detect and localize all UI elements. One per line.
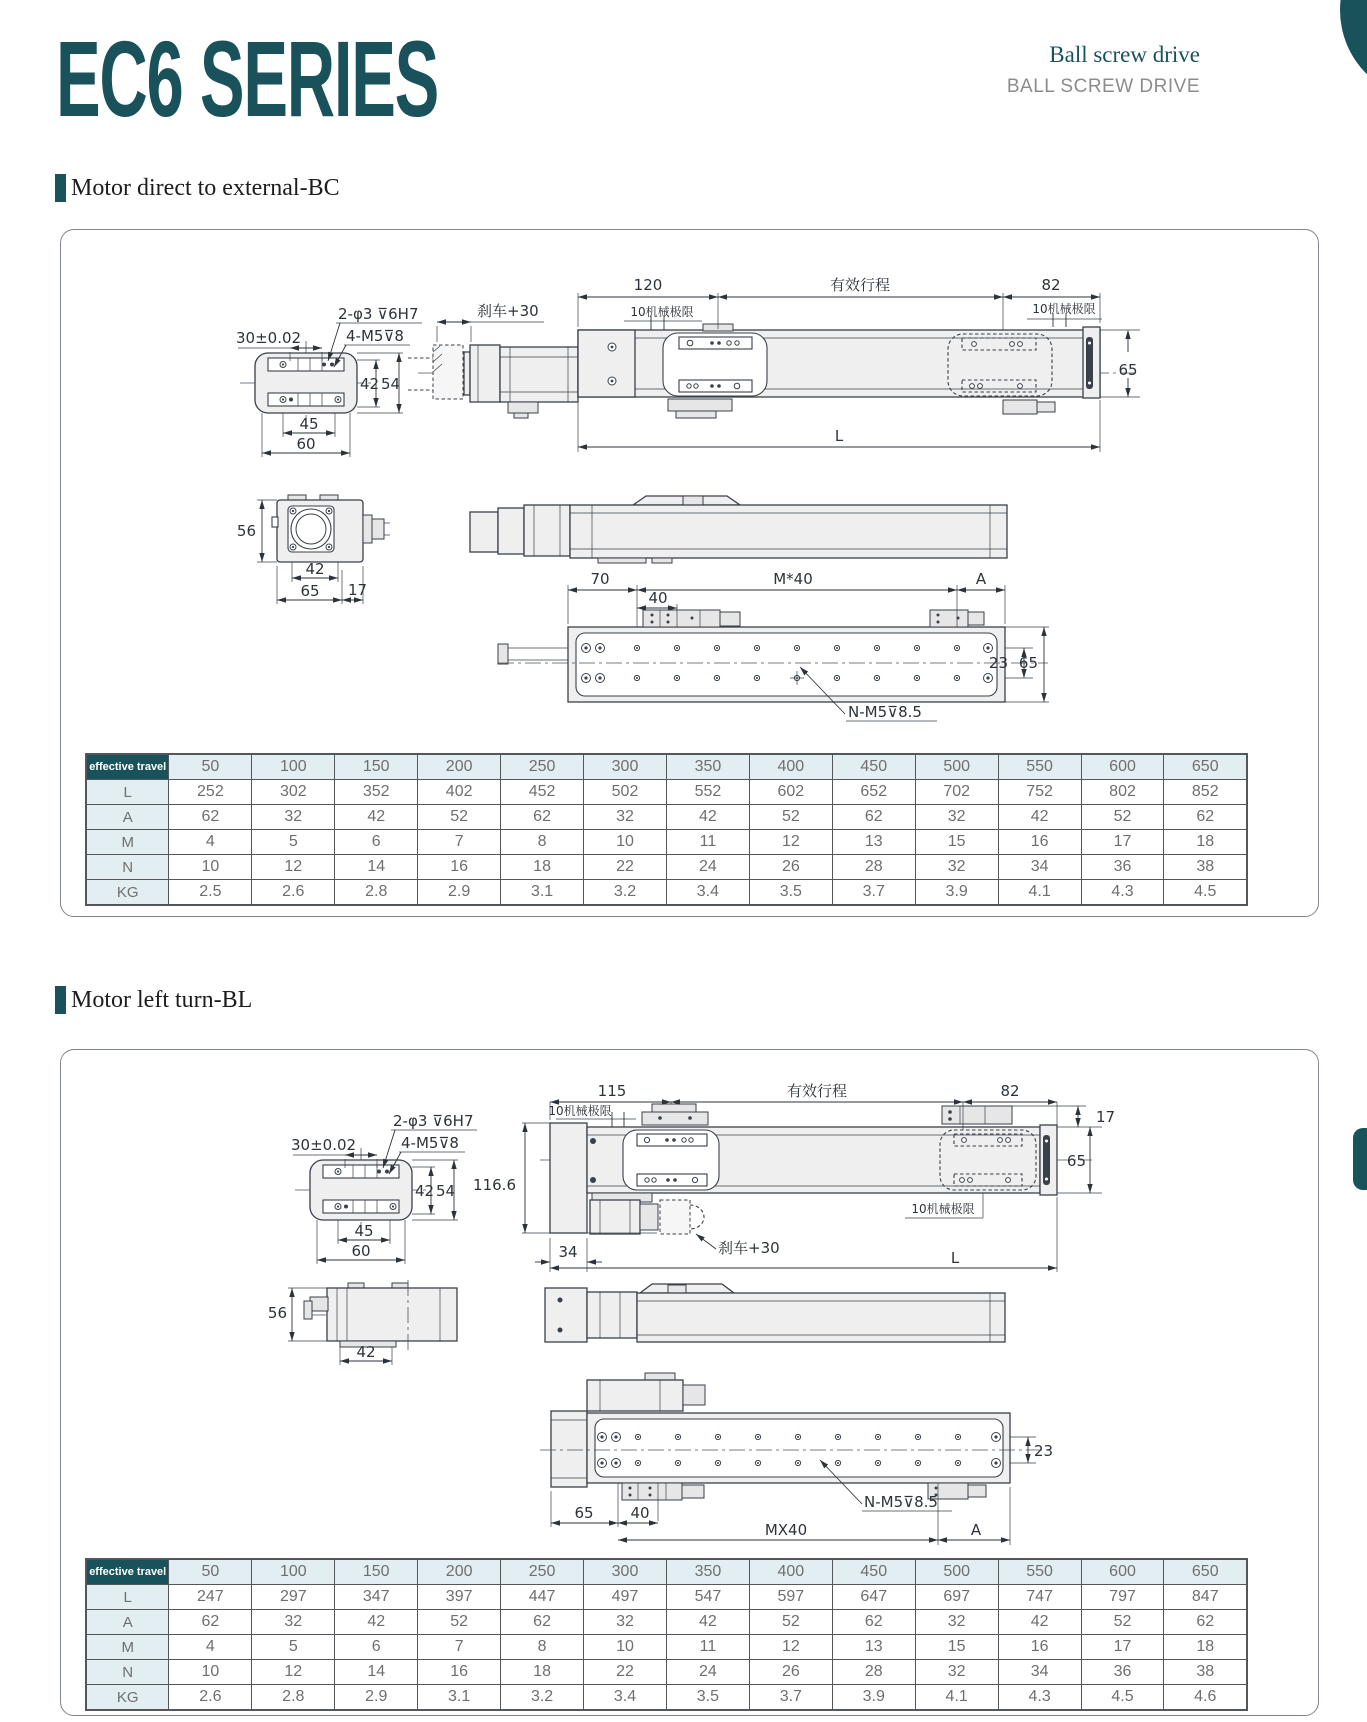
row-label: N <box>86 855 169 880</box>
table-cell: 52 <box>418 805 501 830</box>
dim-label: N-M5⊽8.5 <box>864 1493 938 1511</box>
table-cell: 62 <box>1164 805 1247 830</box>
dim-label: 65 <box>1066 1152 1086 1170</box>
table-header-row <box>86 754 1247 780</box>
table-cell: 42 <box>998 1610 1081 1635</box>
table-cell: 4.1 <box>998 880 1081 906</box>
subtitle-caps: BALL SCREW DRIVE <box>1006 76 1200 97</box>
dim-label: 65 <box>300 582 320 600</box>
table-cell: 18 <box>1164 1635 1247 1660</box>
table-cell: 13 <box>832 830 915 855</box>
table-cell: 52 <box>749 1610 832 1635</box>
table-cell: 13 <box>832 1635 915 1660</box>
table-cell: 697 <box>915 1585 998 1610</box>
section-marker <box>55 174 66 202</box>
row-label: A <box>86 1610 169 1635</box>
table-cell: 4.6 <box>1164 1685 1247 1711</box>
table-cell: 15 <box>915 830 998 855</box>
table-cell: 28 <box>832 1660 915 1685</box>
column-header: 100 <box>252 754 335 780</box>
column-header: 450 <box>832 1559 915 1585</box>
table-cell: 32 <box>252 1610 335 1635</box>
page-title: EC6 SERIES <box>56 18 439 139</box>
dim-label: 82 <box>1041 276 1061 294</box>
table-row <box>86 1660 1247 1685</box>
table-cell: 24 <box>666 1660 749 1685</box>
dim-label: 23 <box>988 654 1008 672</box>
dim-label: A <box>970 1521 982 1539</box>
table-cell: 26 <box>749 1660 832 1685</box>
table-cell: 4.3 <box>1081 880 1164 906</box>
table-cell: 2.8 <box>252 1685 335 1711</box>
table-cell: 8 <box>501 1635 584 1660</box>
bc-motor-end-view <box>237 495 390 604</box>
table-cell: 3.1 <box>501 880 584 906</box>
section-title-bl <box>55 986 252 1014</box>
table-row <box>86 1610 1247 1635</box>
table-cell: 602 <box>749 780 832 805</box>
table-cell: 34 <box>998 1660 1081 1685</box>
dim-label: 10机械极限 <box>630 305 694 319</box>
table-cell: 32 <box>915 1660 998 1685</box>
table-cell: 747 <box>998 1585 1081 1610</box>
table-cell: 652 <box>832 780 915 805</box>
table-cell: 5 <box>252 830 335 855</box>
table-cell: 347 <box>335 1585 418 1610</box>
column-header: 400 <box>749 754 832 780</box>
table-row <box>86 1635 1247 1660</box>
drawing-bc <box>60 228 1319 750</box>
dim-label: M*40 <box>773 570 813 588</box>
dim-label: L <box>834 427 844 445</box>
table-cell: 52 <box>1081 1610 1164 1635</box>
row-label: L <box>86 780 169 805</box>
table-cell: 302 <box>252 780 335 805</box>
table-cell: 852 <box>1164 780 1247 805</box>
column-header: 200 <box>418 1559 501 1585</box>
dim-label: 有效行程 <box>786 1082 848 1100</box>
table-cell: 3.4 <box>584 1685 667 1711</box>
row-label: M <box>86 1635 169 1660</box>
table-cell: 52 <box>418 1610 501 1635</box>
column-header: 200 <box>418 754 501 780</box>
section-title-text: Motor direct to external-BC <box>71 174 340 201</box>
table-cell: 797 <box>1081 1585 1164 1610</box>
column-header: 400 <box>749 1559 832 1585</box>
table-cell: 3.9 <box>832 1685 915 1711</box>
table-row <box>86 1685 1247 1711</box>
table-cell: 647 <box>832 1585 915 1610</box>
table-cell: 2.9 <box>335 1685 418 1711</box>
table-cell: 2.6 <box>252 880 335 906</box>
column-header: 150 <box>335 754 418 780</box>
table-cell: 16 <box>998 1635 1081 1660</box>
column-header: 150 <box>335 1559 418 1585</box>
bl-cross-section-view <box>291 1112 477 1264</box>
table-cell: 42 <box>666 1610 749 1635</box>
dim-label: 2-φ3 ⊽6H7 <box>393 1112 474 1130</box>
table-cell: 12 <box>749 1635 832 1660</box>
dim-label: 4-M5⊽8 <box>401 1134 459 1152</box>
table-cell: 42 <box>666 805 749 830</box>
table-cell: 3.2 <box>584 880 667 906</box>
bc-cross-section-view <box>236 305 422 457</box>
table-cell: 10 <box>169 1660 252 1685</box>
dim-label: A <box>975 570 987 588</box>
table-cell: 3.7 <box>749 1685 832 1711</box>
dim-label: MX40 <box>764 1521 808 1539</box>
dim-label: 30±0.02 <box>291 1136 357 1154</box>
table-cell: 2.5 <box>169 880 252 906</box>
table-cell: 42 <box>335 805 418 830</box>
column-header: 50 <box>169 1559 252 1585</box>
table-cell: 3.1 <box>418 1685 501 1711</box>
table-cell: 597 <box>749 1585 832 1610</box>
bc-bottom-view <box>498 570 1049 721</box>
table-cell: 5 <box>252 1635 335 1660</box>
table-cell: 15 <box>915 1635 998 1660</box>
spec-table <box>85 753 1248 906</box>
dim-label: 42 <box>360 375 380 393</box>
table-cell: 447 <box>501 1585 584 1610</box>
table-cell: 552 <box>666 780 749 805</box>
table-cell: 4.5 <box>1081 1685 1164 1711</box>
table-cell: 6 <box>335 830 418 855</box>
table-cell: 247 <box>169 1585 252 1610</box>
table-corner-header: effective travel <box>86 1559 169 1585</box>
table-cell: 28 <box>832 855 915 880</box>
table-cell: 42 <box>335 1610 418 1635</box>
dim-label: 56 <box>236 522 256 540</box>
spec-table <box>85 1558 1248 1711</box>
row-label: M <box>86 830 169 855</box>
table-cell: 34 <box>998 855 1081 880</box>
table-cell: 14 <box>335 855 418 880</box>
dim-label: 54 <box>436 1182 456 1200</box>
teal-corner-decoration <box>1340 0 1367 100</box>
dim-label: 60 <box>351 1242 371 1260</box>
table-cell: 4.5 <box>1164 880 1247 906</box>
table-cell: 38 <box>1164 1660 1247 1685</box>
bl-motor-end-view <box>268 1280 457 1365</box>
table-row <box>86 805 1247 830</box>
table-cell: 16 <box>418 855 501 880</box>
row-label: L <box>86 1585 169 1610</box>
drawing-bl <box>60 1048 1319 1548</box>
table-cell: 62 <box>832 805 915 830</box>
dim-label: 56 <box>267 1304 287 1322</box>
dim-label: 45 <box>354 1222 374 1240</box>
table-cell: 62 <box>169 1610 252 1635</box>
table-cell: 18 <box>501 1660 584 1685</box>
dim-label: 4-M5⊽8 <box>346 327 404 345</box>
bl-top-view <box>473 1082 1115 1272</box>
table-cell: 32 <box>915 805 998 830</box>
section-title-text: Motor left turn-BL <box>71 986 253 1013</box>
table-cell: 16 <box>998 830 1081 855</box>
bc-top-view <box>408 276 1140 452</box>
table-cell: 52 <box>749 805 832 830</box>
table-row <box>86 1585 1247 1610</box>
table-cell: 12 <box>252 855 335 880</box>
table-cell: 252 <box>169 780 252 805</box>
dim-label: 116.6 <box>473 1176 516 1194</box>
column-header: 650 <box>1164 754 1247 780</box>
table-cell: 452 <box>501 780 584 805</box>
table-cell: 32 <box>584 805 667 830</box>
dim-label: 120 <box>633 276 663 294</box>
dim-label: 2-φ3 ⊽6H7 <box>338 305 419 323</box>
dim-label: 65 <box>574 1504 594 1522</box>
table-cell: 26 <box>749 855 832 880</box>
column-header: 500 <box>915 754 998 780</box>
table-cell: 62 <box>501 1610 584 1635</box>
table-cell: 297 <box>252 1585 335 1610</box>
dim-label: 23 <box>1034 1442 1054 1460</box>
table-cell: 32 <box>915 855 998 880</box>
table-cell: 14 <box>335 1660 418 1685</box>
dim-label: 有效行程 <box>829 276 891 294</box>
table-row <box>86 880 1247 906</box>
table-cell: 847 <box>1164 1585 1247 1610</box>
dim-label: 刹车+30 <box>718 1239 780 1257</box>
table-cell: 11 <box>666 1635 749 1660</box>
table-cell: 16 <box>418 1660 501 1685</box>
table-cell: 11 <box>666 830 749 855</box>
table-cell: 10 <box>169 855 252 880</box>
table-cell: 802 <box>1081 780 1164 805</box>
table-cell: 18 <box>1164 830 1247 855</box>
bc-side-view <box>470 496 1007 563</box>
table-cell: 42 <box>998 805 1081 830</box>
table-cell: 22 <box>584 855 667 880</box>
dim-label: 70 <box>590 570 610 588</box>
dim-label: 42 <box>356 1343 376 1361</box>
table-cell: 10 <box>584 830 667 855</box>
table-cell: 32 <box>915 1610 998 1635</box>
dim-label: 10机械极限 <box>911 1202 975 1216</box>
table-cell: 32 <box>584 1610 667 1635</box>
table-cell: 52 <box>1081 805 1164 830</box>
dim-label: 34 <box>558 1243 578 1261</box>
spec-table-bl-wrap <box>85 1558 1248 1711</box>
bl-bottom-view <box>540 1373 1053 1545</box>
table-cell: 397 <box>418 1585 501 1610</box>
row-label: N <box>86 1660 169 1685</box>
dim-label: 17 <box>1096 1108 1116 1126</box>
table-cell: 702 <box>915 780 998 805</box>
column-header: 350 <box>666 1559 749 1585</box>
dim-label: 45 <box>299 415 319 433</box>
table-cell: 12 <box>749 830 832 855</box>
dim-label: 17 <box>348 581 368 599</box>
dim-label: 10机械极限 <box>1032 302 1096 316</box>
table-cell: 8 <box>501 830 584 855</box>
dim-label: 42 <box>305 560 325 578</box>
dim-label: 115 <box>597 1082 627 1100</box>
table-cell: 4 <box>169 1635 252 1660</box>
table-header-row <box>86 1559 1247 1585</box>
table-row <box>86 830 1247 855</box>
dim-label: 60 <box>296 435 316 453</box>
table-cell: 38 <box>1164 855 1247 880</box>
table-cell: 62 <box>1164 1610 1247 1635</box>
column-header: 650 <box>1164 1559 1247 1585</box>
table-cell: 18 <box>501 855 584 880</box>
dim-label: L <box>950 1249 960 1267</box>
dim-label: 65 <box>1118 361 1138 379</box>
table-cell: 3.5 <box>749 880 832 906</box>
dim-label: 40 <box>630 1504 650 1522</box>
table-cell: 22 <box>584 1660 667 1685</box>
table-cell: 4 <box>169 830 252 855</box>
spec-table-bc-wrap <box>85 753 1248 906</box>
table-cell: 10 <box>584 1635 667 1660</box>
section-title-bc <box>55 174 340 202</box>
table-cell: 36 <box>1081 1660 1164 1685</box>
dim-label: N-M5⊽8.5 <box>848 703 922 721</box>
table-cell: 2.9 <box>418 880 501 906</box>
column-header: 50 <box>169 754 252 780</box>
table-cell: 2.8 <box>335 880 418 906</box>
table-cell: 2.6 <box>169 1685 252 1711</box>
column-header: 250 <box>501 754 584 780</box>
table-cell: 7 <box>418 1635 501 1660</box>
table-cell: 62 <box>832 1610 915 1635</box>
column-header: 450 <box>832 754 915 780</box>
dim-label: 10机械极限 <box>548 1104 612 1118</box>
table-cell: 12 <box>252 1660 335 1685</box>
dim-label: 82 <box>1000 1082 1020 1100</box>
column-header: 300 <box>584 1559 667 1585</box>
table-cell: 4.1 <box>915 1685 998 1711</box>
table-cell: 6 <box>335 1635 418 1660</box>
table-cell: 352 <box>335 780 418 805</box>
dim-label: 30±0.02 <box>236 329 302 347</box>
table-cell: 7 <box>418 830 501 855</box>
table-cell: 32 <box>252 805 335 830</box>
table-cell: 752 <box>998 780 1081 805</box>
table-cell: 62 <box>169 805 252 830</box>
dim-label: 65 <box>1018 654 1038 672</box>
column-header: 350 <box>666 754 749 780</box>
table-cell: 502 <box>584 780 667 805</box>
table-cell: 62 <box>501 805 584 830</box>
dim-label: 54 <box>381 375 401 393</box>
table-corner-header: effective travel <box>86 754 169 780</box>
table-cell: 24 <box>666 855 749 880</box>
section-marker <box>55 986 66 1014</box>
table-cell: 547 <box>666 1585 749 1610</box>
table-cell: 3.9 <box>915 880 998 906</box>
subtitle-serif: Ball screw drive <box>1049 42 1200 67</box>
column-header: 550 <box>998 754 1081 780</box>
dim-label: 刹车+30 <box>477 302 539 320</box>
column-header: 500 <box>915 1559 998 1585</box>
row-label: A <box>86 805 169 830</box>
dim-label: 40 <box>648 589 668 607</box>
table-row <box>86 780 1247 805</box>
table-cell: 4.3 <box>998 1685 1081 1711</box>
table-cell: 3.5 <box>666 1685 749 1711</box>
table-cell: 17 <box>1081 1635 1164 1660</box>
table-cell: 3.2 <box>501 1685 584 1711</box>
bl-side-view <box>545 1284 1005 1342</box>
row-label: KG <box>86 1685 169 1711</box>
teal-side-tab <box>1353 1128 1367 1190</box>
column-header: 250 <box>501 1559 584 1585</box>
column-header: 600 <box>1081 754 1164 780</box>
column-header: 300 <box>584 754 667 780</box>
column-header: 600 <box>1081 1559 1164 1585</box>
table-row <box>86 855 1247 880</box>
table-cell: 3.7 <box>832 880 915 906</box>
table-cell: 17 <box>1081 830 1164 855</box>
table-cell: 497 <box>584 1585 667 1610</box>
table-cell: 402 <box>418 780 501 805</box>
column-header: 100 <box>252 1559 335 1585</box>
table-cell: 3.4 <box>666 880 749 906</box>
table-cell: 36 <box>1081 855 1164 880</box>
column-header: 550 <box>998 1559 1081 1585</box>
dim-label: 42 <box>415 1182 435 1200</box>
row-label: KG <box>86 880 169 906</box>
